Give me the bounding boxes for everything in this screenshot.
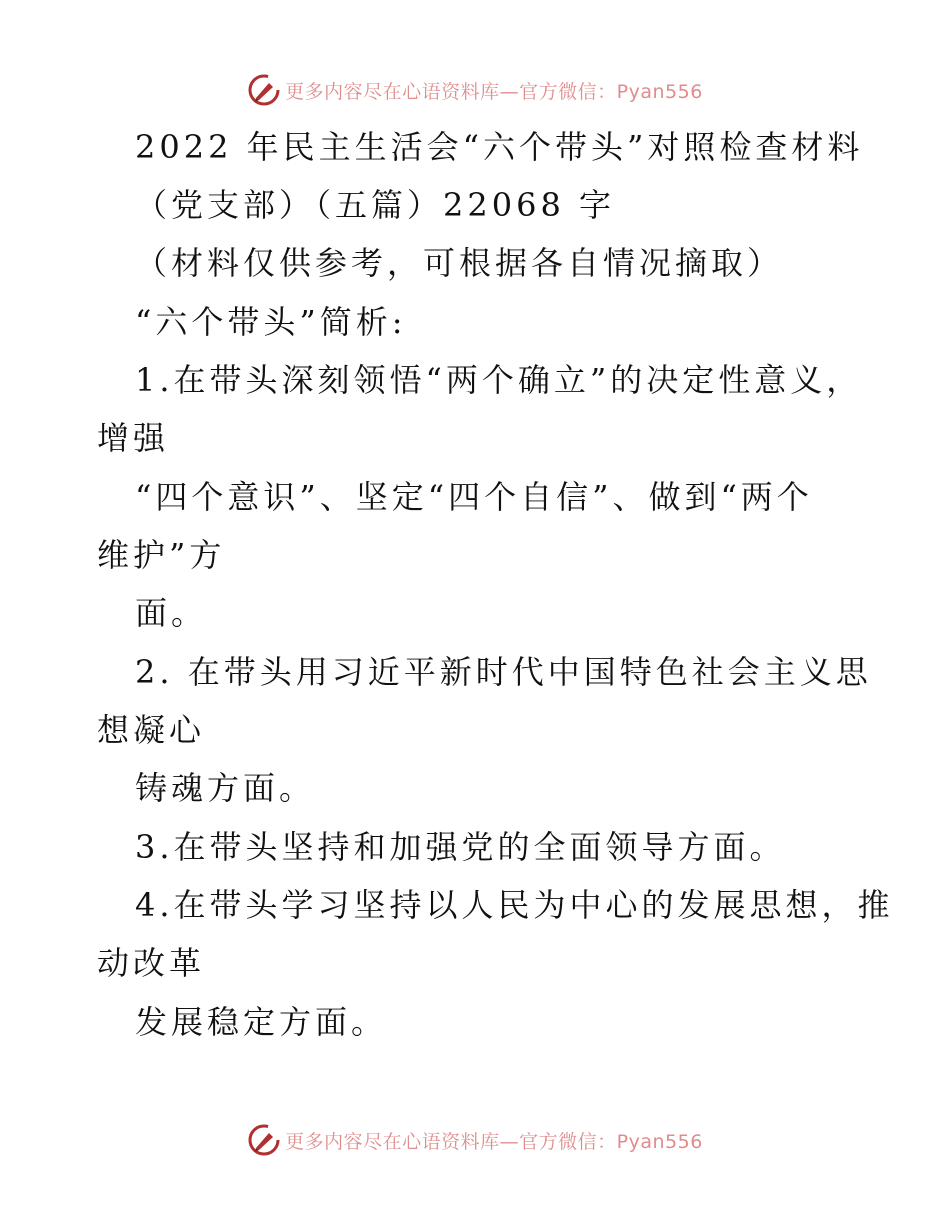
paragraph-line: 增强 <box>97 419 170 457</box>
doc-title-line-2: （党支部）（五篇）22068 字 <box>135 186 615 224</box>
paragraph-line: 1.在带头深刻领悟“两个确立”的决定性意义， <box>135 361 863 399</box>
paragraph-line: 3.在带头坚持和加强党的全面领导方面。 <box>135 828 786 866</box>
banner-text: 更多内容尽在心语资料库 <box>285 1130 500 1153</box>
banner-text: 更多内容尽在心语资料库 <box>285 80 500 103</box>
footer-banner <box>0 1120 950 1160</box>
banner-wechat: 官方微信：Pyan556 <box>519 1130 703 1153</box>
banner-separator: — <box>499 1130 520 1153</box>
paragraph-line: 铸魂方面。 <box>135 769 316 807</box>
paragraph-line: 2. 在带头用习近平新时代中国特色社会主义思 <box>135 653 872 691</box>
header-banner <box>0 70 950 110</box>
doc-title-line-1: 2022 年民主生活会“六个带头”对照检查材料 <box>135 128 864 166</box>
pen-nib-circle-icon <box>247 1123 281 1157</box>
doc-note: （材料仅供参考，可根据各自情况摘取） <box>135 244 784 282</box>
banner-wechat: 官方微信：Pyan556 <box>519 80 703 103</box>
pen-nib-circle-icon <box>247 73 281 107</box>
paragraph-line: 4.在带头学习坚持以人民为中心的发展思想，推 <box>135 886 894 924</box>
section-heading: “六个带头”简析: <box>135 303 407 341</box>
paragraph-line: “四个意识”、坚定“四个自信”、做到“两个 <box>135 478 813 516</box>
paragraph-line: 动改革 <box>97 944 206 982</box>
banner-separator: — <box>499 80 520 103</box>
paragraph-line: 想凝心 <box>97 711 206 749</box>
paragraph-line: 面。 <box>135 594 208 632</box>
paragraph-line: 维护”方 <box>97 536 226 574</box>
paragraph-line: 发展稳定方面。 <box>135 1003 388 1041</box>
